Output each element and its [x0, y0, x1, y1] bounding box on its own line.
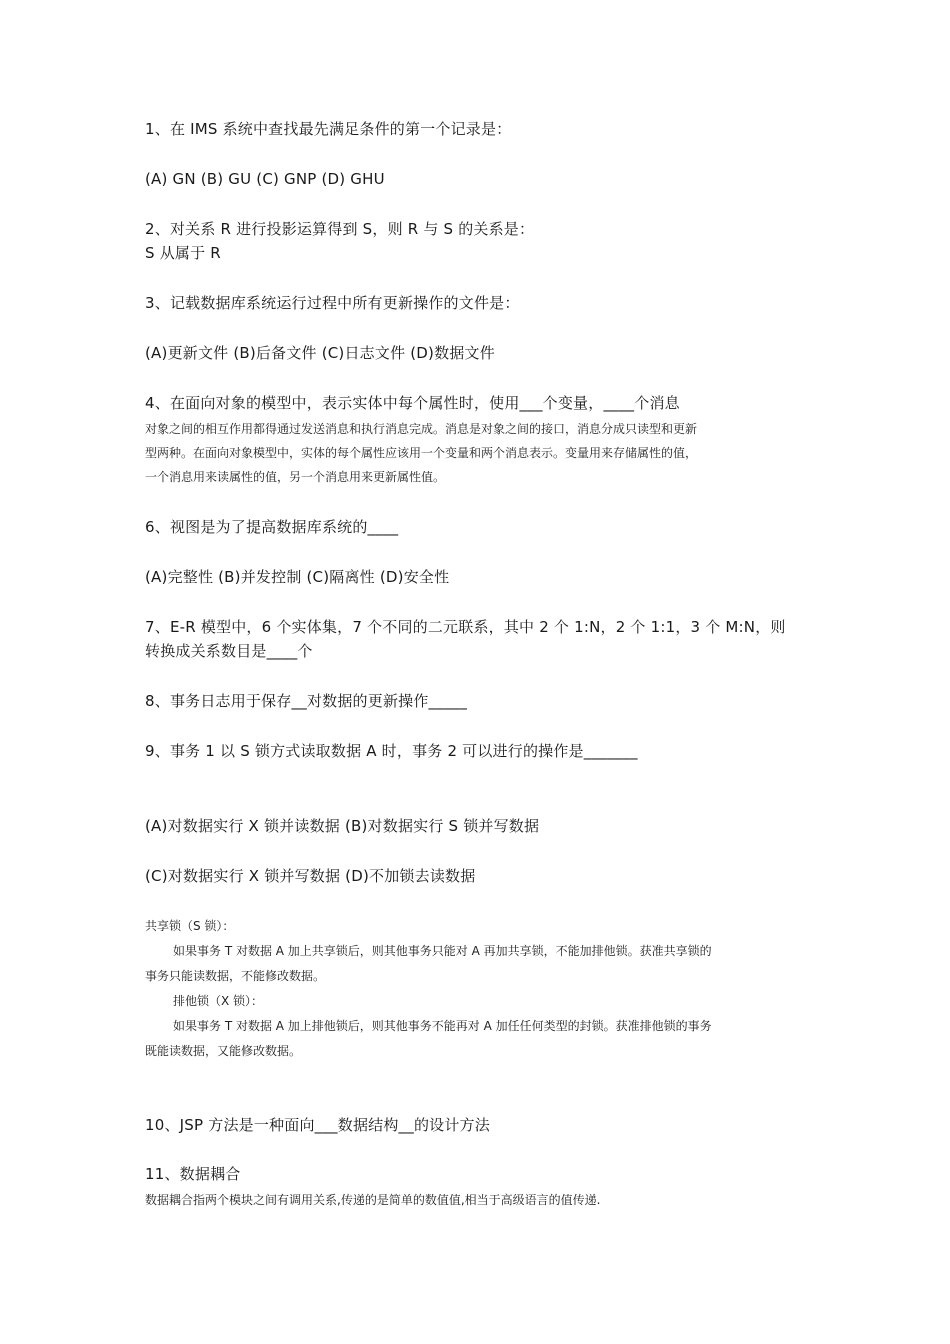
question-3: 3、记载数据库系统运行过程中所有更新操作的文件是： [145, 294, 520, 312]
question-9-options-2: (C)对数据实行 X 锁并写数据 (D)不加锁去读数据 [145, 867, 476, 885]
question-1-options: (A) GN (B) GU (C) GNP (D) GHU [145, 170, 385, 188]
question-11: 11、数据耦合 [145, 1165, 241, 1183]
question-8: 8、事务日志用于保存__对数据的更新操作_____ [145, 692, 468, 710]
question-9: 9、事务 1 以 S 锁方式读取数据 A 时，事务 2 可以进行的操作是_______ [145, 742, 638, 760]
exclusive-lock-desc-line-1: 如果事务 T 对数据 A 加上排他锁后，则其他事务不能再对 A 加任任何类型的封锁。获准排他锁的事务 [173, 1019, 712, 1033]
question-7-line-2: 转换成关系数目是____个 [145, 642, 313, 660]
question-1: 1、在 IMS 系统中查找最先满足条件的第一个记录是： [145, 120, 512, 138]
question-4-note-line-1: 对象之间的相互作用都得通过发送消息和执行消息完成。消息是对象之间的接口，消息分成只读型和更新 [145, 422, 698, 436]
question-11-note: 数据耦合指两个模块之间有调用关系,传递的是简单的数值值,相当于高级语言的值传递. [145, 1193, 601, 1207]
shared-lock-title: 共享锁（S 锁）： [145, 919, 235, 933]
question-4: 4、在面向对象的模型中，表示实体中每个属性时，使用___个变量，____个消息 [145, 394, 680, 412]
question-2: 2、对关系 R 进行投影运算得到 S，则 R 与 S 的关系是： [145, 220, 535, 238]
question-2-answer: S 从属于 R [145, 244, 221, 262]
question-9-options-1: (A)对数据实行 X 锁并读数据 (B)对数据实行 S 锁并写数据 [145, 817, 540, 835]
shared-lock-desc-line-2: 事务只能读数据，不能修改数据。 [145, 969, 326, 983]
question-3-options: (A)更新文件 (B)后备文件 (C)日志文件 (D)数据文件 [145, 344, 495, 362]
question-7-line-1: 7、E-R 模型中，6 个实体集，7 个不同的二元联系，其中 2 个 1:N，2 个 1:1，3 个 M:N，则 [145, 618, 786, 636]
question-4-note-line-2: 型两种。在面向对象模型中，实体的每个属性应该用一个变量和两个消息表示。变量用来存储属性的值， [145, 446, 698, 460]
question-4-note-line-3: 一个消息用来读属性的值，另一个消息用来更新属性值。 [145, 470, 446, 484]
exclusive-lock-desc-line-2: 既能读数据，又能修改数据。 [145, 1044, 302, 1058]
exclusive-lock-title: 排他锁（X 锁）： [173, 994, 264, 1008]
question-6-options: (A)完整性 (B)并发控制 (C)隔离性 (D)安全性 [145, 568, 450, 586]
shared-lock-desc-line-1: 如果事务 T 对数据 A 加上共享锁后，则其他事务只能对 A 再加共享锁，不能加排他锁。获准共享锁的 [173, 944, 712, 958]
question-6: 6、视图是为了提高数据库系统的____ [145, 518, 399, 536]
question-10: 10、JSP 方法是一种面向___数据结构__的设计方法 [145, 1116, 490, 1134]
